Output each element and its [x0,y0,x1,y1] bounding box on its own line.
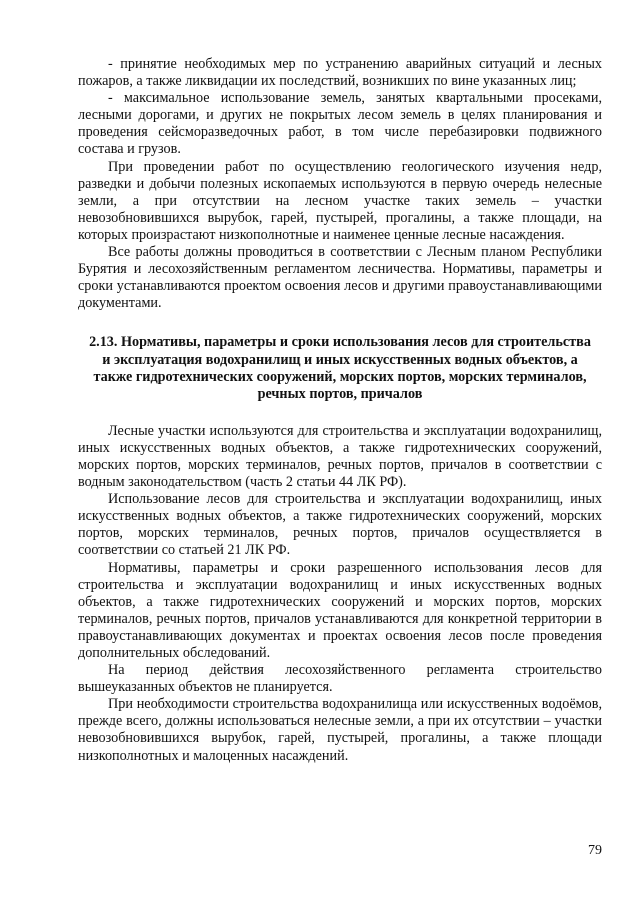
paragraph-forest-plan: Все работы должны проводиться в соответствии с Лесным планом Республики Бурятия и лесохозяйственным регламентом лесничества. Нормативы, параметры и сроки устанавливаются проектом освоения лесов и другими правоустанавливающими документами. [78,244,602,312]
paragraph-article-21: Использование лесов для строительства и эксплуатации водохранилищ, иных искусственных водных объектов, а также гидротехнических сооружений, морских портов, морских терминалов, речных портов, причалов осуществляется в соответствии со статьей 21 ЛК РФ. [78,491,602,559]
paragraph-emergency-measures: - принятие необходимых мер по устранению аварийных ситуаций и лесных пожаров, а также ликвидации их последствий, возникших по вине указанных лиц; [78,56,602,90]
document-page [78,56,602,765]
section-heading: 2.13. Нормативы, параметры и сроки использования лесов для строительства и эксплуатация водохранилищ и иных искусственных водных объектов, а также гидротехнических сооружений, морских портов, морских терминалов, речных портов, причалов [89,334,591,402]
paragraph-forest-plots-usage: Лесные участки используются для строительства и эксплуатации водохранилищ, иных искусственных водных объектов, а также гидротехнических сооружений, морских портов, морских терминалов, речных портов, причалов в соответствии с водным законодательством (часть 2 статьи 44 ЛК РФ). [78,422,602,491]
paragraph-land-use-seismic: - максимальное использование земель, занятых квартальными просеками, лесными дорогами, и других не покрытых лесом земель в целях планирования и проведения сейсморазведочных работ, в том числе перебазировки подвижного состава и грузов. [78,90,602,158]
page-number: 79 [588,843,602,858]
paragraph-geological-study: При проведении работ по осуществлению геологического изучения недр, разведки и добычи полезных ископаемых используются в первую очередь нелесные земли, а при отсутствии на лесном участке таких земель – участки невозобновившихся вырубок, гарей, пустырей, прогалины, а также площади, на которых произрастают низкополнотные и наименее ценные лесные насаждения. [78,158,602,243]
paragraph-reservoir-construction: При необходимости строительства водохранилища или искусственных водоёмов, прежде всего, должны использоваться нелесные земли, а при их отсутствии – участки невозобновившихся вырубок, гарей, пустырей, прогалины, а также площади низкополнотных и малоценных насаждений. [78,696,602,764]
paragraph-norms-parameters: Нормативы, параметры и сроки разрешенного использования лесов для строительства и эксплуатации водохранилищ и иных искусственных водных объектов, а также гидротехнических сооружений и морских портов, морских терминалов, речных портов, причалов устанавливаются для конкретной территории в правоустанавливающих документах и проектах освоения лесов после проведения дополнительных обследований. [78,559,602,661]
paragraph-no-construction-planned: На период действия лесохозяйственного регламента строительство вышеуказанных объектов не планируется. [78,662,602,696]
